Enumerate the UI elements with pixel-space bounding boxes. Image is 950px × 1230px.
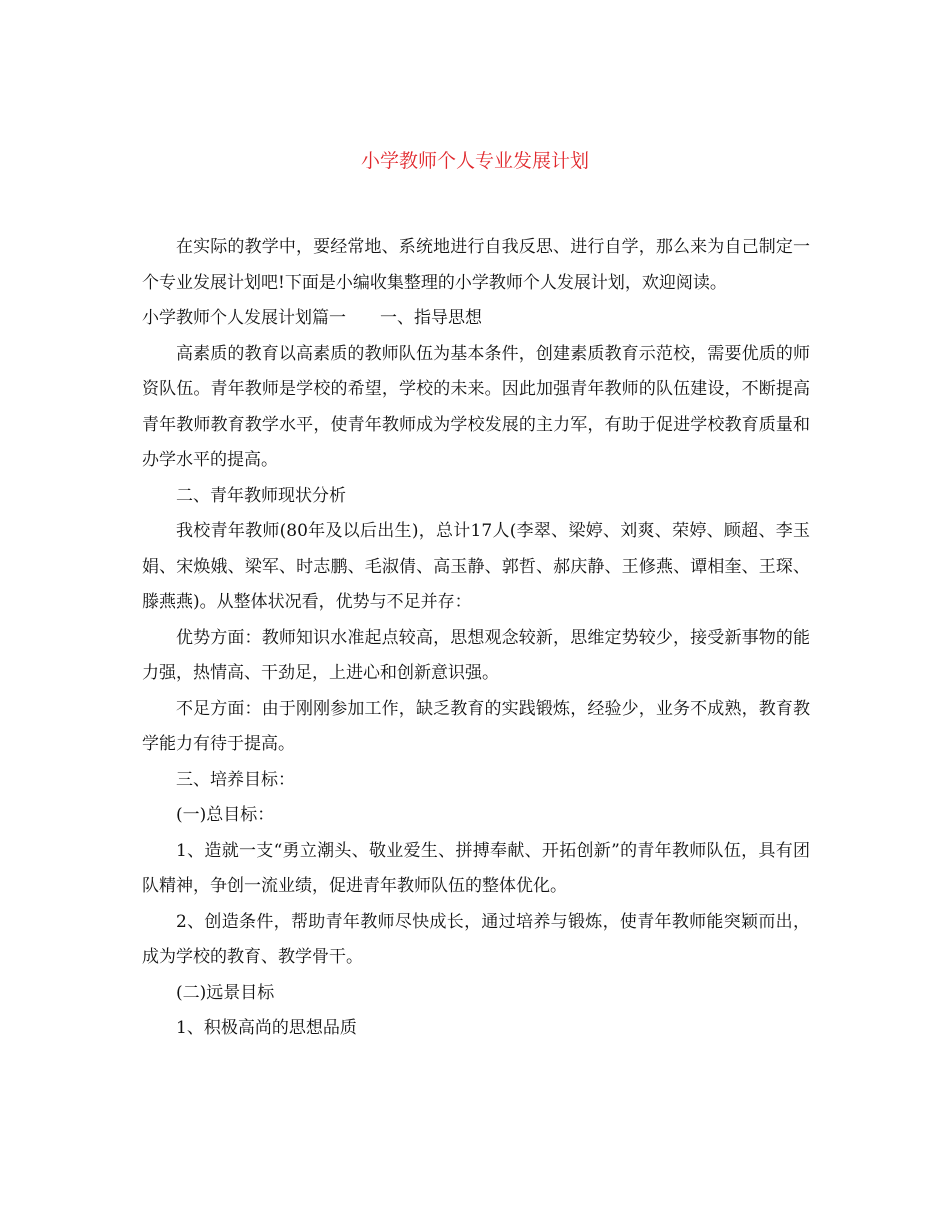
heading-training-goals: 三、培养目标：: [176, 769, 295, 790]
paragraph-guiding-thought: 高素质的教育以高素质的教师队伍为基本条件，创建素质教育示范校，需要优质的师资队伍。青年教师是学校的希望，学校的未来。因此加强青年教师的队伍建设，不断提高青年教师教育教学水平，使青年教师成为学校发展的主力军，有助于促进学校教育质量和办学水平的提高。: [142, 343, 810, 470]
paragraph-shortcomings: 不足方面：由于刚刚参加工作，缺乏教育的实践锻炼，经验少，业务不成熟，教育教学能力有待于提高。: [142, 698, 810, 754]
heading-status-analysis: 二、青年教师现状分析: [176, 485, 346, 506]
section-heading-plan-title: 小学教师个人发展计划篇一: [142, 308, 346, 328]
paragraph-goal-2: 2、创造条件，帮助青年教师尽快成长，通过培养与锻炼，使青年教师能突颖而出，成为学校的教育、教学骨干。: [142, 911, 810, 967]
section-heading-guiding-thought: 一、指导思想: [380, 308, 482, 328]
paragraph-long-term-1: 1、积极高尚的思想品质: [176, 1018, 357, 1038]
document-title: 小学教师个人专业发展计划: [360, 150, 589, 172]
paragraph-advantages: 优势方面：教师知识水准起点较高，思想观念较新，思维定势较少，接受新事物的能力强，热情高、干劲足，上进心和创新意识强。: [142, 627, 810, 683]
paragraph-goal-1: 1、造就一支“勇立潮头、敬业爱生、拼搏奉献、开拓创新”的青年教师队伍，具有团队精神，争创一流业绩，促进青年教师队伍的整体优化。: [142, 840, 810, 896]
paragraph-teacher-list: 我校青年教师(80年及以后出生)，总计17人(李翠、梁婷、刘爽、荣婷、顾超、李玉娟、宋焕娥、梁军、时志鹏、毛淑倩、高玉静、郭哲、郝庆静、王修燕、谭相奎、王琛、滕燕燕)。从整体状况看，优势与不足并存：: [142, 521, 810, 612]
paragraph-intro: 在实际的教学中，要经常地、系统地进行自我反思、进行自学，那么来为自己制定一个专业发展计划吧!下面是小编收集整理的小学教师个人发展计划，欢迎阅读。: [142, 237, 810, 293]
heading-long-term-goal: (二)远景目标: [176, 982, 275, 1003]
heading-overall-goal: (一)总目标：: [176, 805, 275, 825]
section-heading: [142, 301, 810, 337]
document-body: [142, 230, 810, 1047]
